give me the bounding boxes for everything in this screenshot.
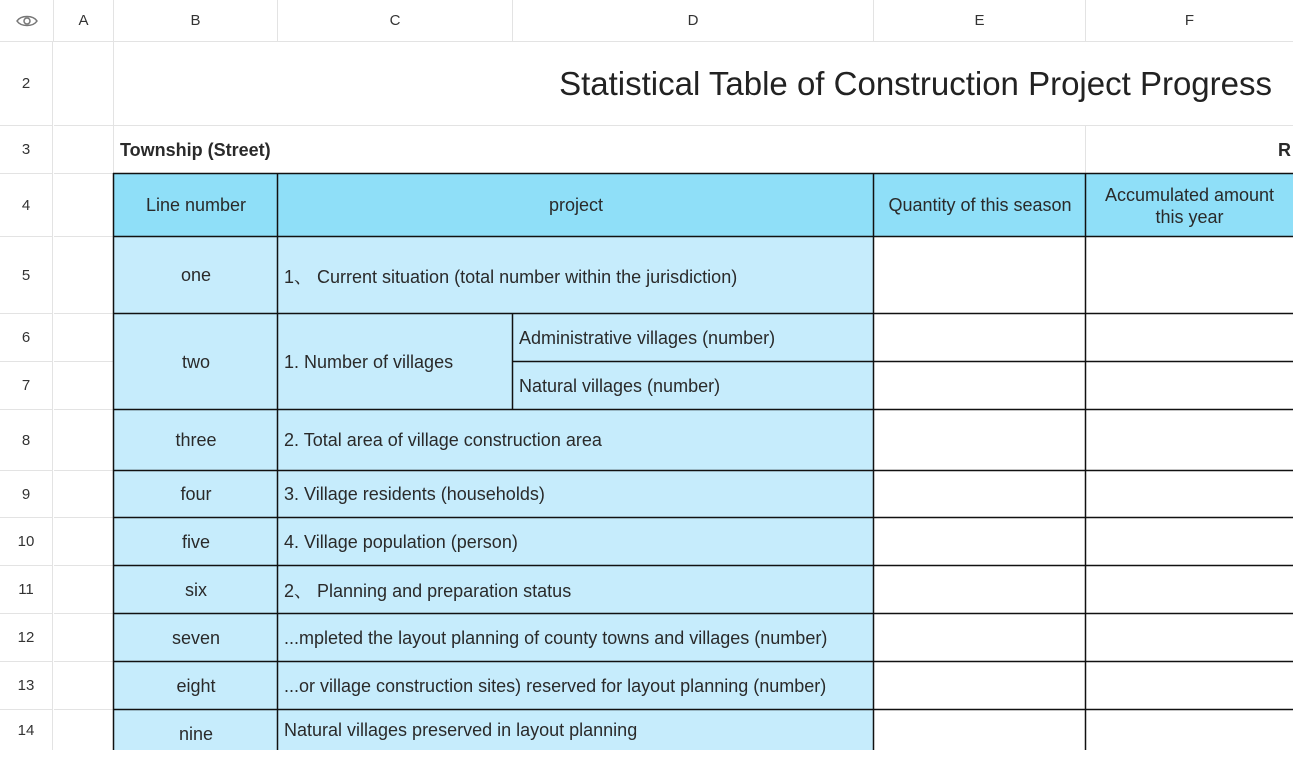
line-cell[interactable]: four <box>180 484 212 504</box>
gridline <box>54 709 114 710</box>
column-header-f[interactable]: F <box>1086 0 1293 42</box>
row-header-2[interactable]: 2 <box>0 42 53 126</box>
sub-project-cell[interactable]: Natural villages (number) <box>519 375 721 396</box>
header-project[interactable]: project <box>548 195 604 215</box>
project-cell[interactable]: 1、 Current situation (total number within the jurisdiction) <box>284 266 738 287</box>
eye-icon[interactable] <box>16 14 38 28</box>
column-header-d[interactable]: D <box>513 0 874 42</box>
value-cells-area[interactable] <box>874 237 1293 750</box>
project-cell[interactable]: 4. Village population (person) <box>284 531 518 552</box>
project-cell[interactable]: ...or village construction sites) reserved for layout planning (number) <box>284 675 827 696</box>
gridline <box>1085 126 1086 174</box>
row-header-4[interactable]: 4 <box>0 174 53 237</box>
column-header-c[interactable]: C <box>278 0 513 42</box>
gridline <box>54 565 114 566</box>
truncated-cell-text: R <box>1278 139 1291 160</box>
header-quantity[interactable]: Quantity of this season <box>888 195 1072 215</box>
project-cell[interactable]: 2、 Planning and preparation status <box>284 581 572 601</box>
header-line-number[interactable]: Line number <box>145 195 247 215</box>
row-header-9[interactable]: 9 <box>0 471 53 518</box>
row-header-3[interactable]: 3 <box>0 126 53 174</box>
gridline <box>54 173 114 174</box>
column-header-b[interactable]: B <box>114 0 278 42</box>
page-title: Statistical Table of Construction Project Progress <box>559 65 1272 102</box>
project-cell[interactable]: 1. Number of villages <box>284 351 454 372</box>
gridline <box>54 661 114 662</box>
row-header-8[interactable]: 8 <box>0 410 53 471</box>
township-label[interactable]: Township (Street) <box>120 139 271 160</box>
line-cell[interactable]: one <box>180 265 212 285</box>
project-cell[interactable]: Natural villages preserved in layout planning <box>284 719 638 740</box>
line-cell[interactable]: two <box>181 351 210 372</box>
project-cell[interactable]: ...mpleted the layout planning of county towns and villages (number) <box>284 627 828 648</box>
gridline <box>54 361 114 362</box>
line-cell[interactable]: eight <box>176 675 216 696</box>
project-cell[interactable]: 3. Village residents (households) <box>284 484 545 504</box>
row-header-6[interactable]: 6 <box>0 314 53 362</box>
line-cell[interactable]: six <box>185 579 207 600</box>
header-accumulated[interactable] <box>1086 174 1293 237</box>
title-cell[interactable] <box>114 42 1293 126</box>
column-header-e[interactable]: E <box>874 0 1086 42</box>
row-header-10[interactable]: 10 <box>0 518 53 566</box>
row-header-7[interactable]: 7 <box>0 362 53 410</box>
line-cell[interactable]: nine <box>178 723 214 744</box>
gridline <box>54 313 114 314</box>
gridline <box>54 470 114 471</box>
project-cell[interactable]: 2. Total area of village construction area <box>284 430 602 450</box>
header-accumulated-line2: this year <box>1155 206 1224 227</box>
gridline <box>54 613 114 614</box>
row-header-11[interactable]: 11 <box>0 566 53 614</box>
gridline <box>54 409 114 410</box>
sub-project-cell[interactable]: Administrative villages (number) <box>519 327 776 348</box>
line-cell[interactable]: three <box>175 430 217 450</box>
corner-cell[interactable] <box>0 0 54 42</box>
header-accumulated-line1: Accumulated amount <box>1104 184 1275 205</box>
column-header-a[interactable]: A <box>54 0 114 42</box>
row-header-14[interactable]: 14 <box>0 710 53 750</box>
row-header-5[interactable]: 5 <box>0 237 53 314</box>
line-cell[interactable]: five <box>181 531 210 552</box>
row-header-12[interactable]: 12 <box>0 614 53 662</box>
gridline <box>54 236 114 237</box>
row-header-13[interactable]: 13 <box>0 662 53 710</box>
gridline <box>54 517 114 518</box>
line-cell[interactable]: seven <box>171 627 221 648</box>
